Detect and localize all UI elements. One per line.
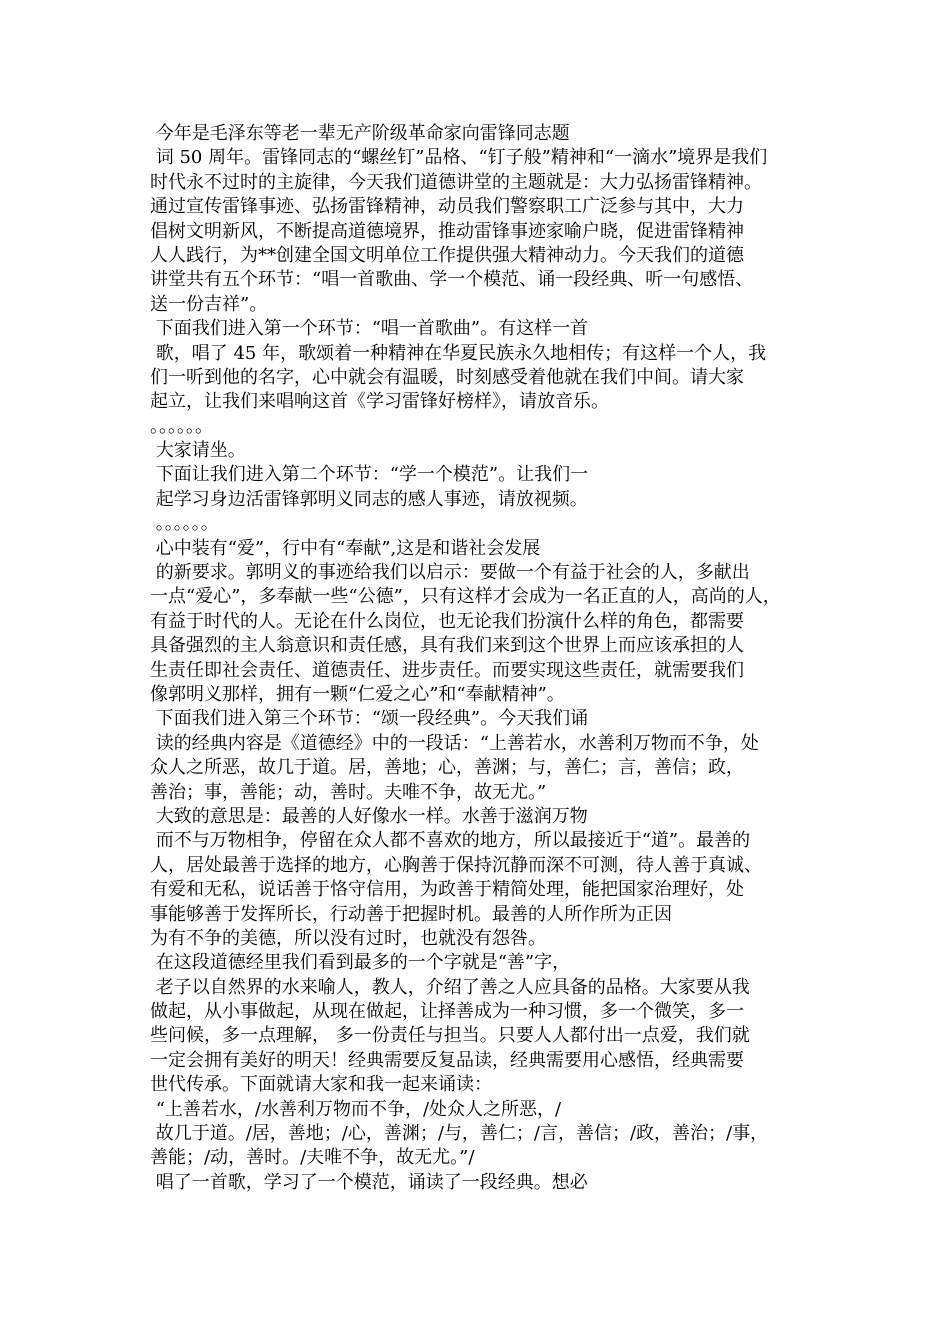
- document-body: [150, 122, 840, 1195]
- text-line: “上善若水，/水善利万物而不争，/处众人之所恶，/: [150, 1098, 562, 1120]
- text-line: 老子以自然界的水来喻人，教人，介绍了善之人应具备的品格。大家要从我: [150, 976, 750, 998]
- text-line: 人人践行，为**创建全国文明单位工作提供强大精神动力。今天我们的道德: [150, 244, 744, 266]
- text-line: 读的经典内容是《道德经》中的一段话：“上善若水，水善利万物而不争，处: [150, 732, 759, 754]
- text-line: 。。。。。。: [150, 415, 213, 437]
- text-line: 通过宣传雷锋事迹、弘扬雷锋精神，动员我们警察职工广泛参与其中，大力: [150, 196, 744, 218]
- text-line: 世代传承。下面就请大家和我一起来诵读：: [150, 1074, 492, 1096]
- text-line: 歌，唱了 45 年，歌颂着一种精神在华夏民族永久地相传；有这样一个人，我: [150, 342, 767, 364]
- text-line: 下面让我们进入第二个环节：“学一个模范”。让我们一: [150, 464, 589, 486]
- text-line: 事能够善于发挥所长，行动善于把握时机。最善的人所作所为正因: [150, 903, 672, 925]
- text-line: 起学习身边活雷锋郭明义同志的感人事迹，请放视频。: [150, 488, 588, 510]
- text-line: 人，居处最善于选择的地方，心胸善于保持沉静而深不可测，待人善于真诚、: [150, 854, 762, 876]
- text-line: 做起，从小事做起，从现在做起，让择善成为一种习惯，多一个微笑，多一: [150, 1001, 744, 1023]
- text-line: 时代永不过时的主旋律，今天我们道德讲堂的主题就是：大力弘扬雷锋精神。: [150, 171, 762, 193]
- text-line: 们一听到他的名字，心中就会有温暖，时刻感受着他就在我们中间。请大家: [150, 366, 744, 388]
- text-line: 心中装有“爱”，行中有“奉献”,这是和谐社会发展: [150, 537, 541, 559]
- text-line: 些问候，多一点理解， 多一份责任与担当。只要人人都付出一点爱，我们就: [150, 1025, 750, 1047]
- text-line: 倡树文明新风，不断提高道德境界，推动雷锋事迹家喻户晓，促进雷锋精神: [150, 220, 744, 242]
- text-line: 具备强烈的主人翁意识和责任感，具有我们来到这个世界上而应该承担的人: [150, 635, 744, 657]
- text-line: 一点“爱心”，多奉献一些“公德”，只有这样才会成为一名正直的人，高尚的人，: [150, 586, 781, 608]
- text-line: 送一份吉祥”。: [150, 293, 268, 315]
- text-line: 的新要求。郭明义的事迹给我们以启示：要做一个有益于社会的人，多献出: [150, 562, 750, 584]
- text-line: 今年是毛泽东等老一辈无产阶级革命家向雷锋同志题: [150, 123, 570, 144]
- text-line: 而不与万物相争，停留在众人都不喜欢的地方，所以最接近于“道”。最善的: [150, 830, 751, 852]
- text-line: 在这段道德经里我们看到最多的一个字就是“善”字，: [150, 952, 571, 974]
- text-line: 唱了一首歌，学习了一个模范，诵读了一段经典。想必: [150, 1171, 588, 1193]
- text-line: 大致的意思是：最善的人好像水一样。水善于滋润万物: [150, 805, 588, 827]
- text-line: 下面我们进入第三个环节：“颂一段经典”。今天我们诵: [150, 708, 589, 730]
- text-line: 善能；/动，善时。/夫唯不争，故无尤。”/: [150, 1147, 475, 1169]
- text-line: 起立，让我们来唱响这首《学习雷锋好榜样》，请放音乐。: [150, 391, 609, 413]
- text-line: 大家请坐。: [150, 440, 246, 462]
- text-line: 有爱和无私，说话善于恪守信用，为政善于精简处理，能把国家治理好，处: [150, 879, 744, 901]
- text-line: 善治；事，善能；动，善时。夫唯不争，故无尤。”: [150, 781, 547, 803]
- text-line: 一定会拥有美好的明天！经典需要反复品读，经典需要用心感悟，经典需要: [150, 1049, 744, 1071]
- text-line: 有益于时代的人。无论在什么岗位，也无论我们扮演什么样的角色，都需要: [150, 610, 744, 632]
- text-line: 。。。。。。: [150, 513, 219, 535]
- text-line: 下面我们进入第一个环节：“唱一首歌曲”。有这样一首: [150, 318, 589, 340]
- text-line: 为有不争的美德，所以没有过时，也就没有怨咎。: [150, 927, 546, 949]
- text-line: 像郭明义那样，拥有一颗“仁爱之心”和“奉献精神”。: [150, 683, 565, 705]
- text-line: 故几于道。/居，善地；/心，善渊；/与，善仁；/言，善信；/政，善治；/事，: [150, 1123, 769, 1145]
- text-line: 词 50 周年。雷锋同志的“螺丝钉”品格、“钉子般”精神和“一滴水”境界是我们: [150, 147, 768, 169]
- text-line: 讲堂共有五个环节：“唱一首歌曲、学一个模范、诵一段经典、听一句感悟、: [150, 269, 754, 291]
- text-line: 众人之所恶，故几于道。居，善地；心，善渊；与，善仁；言，善信；政，: [150, 757, 744, 779]
- text-line: 生责任即社会责任、道德责任、进步责任。而要实现这些责任，就需要我们: [150, 659, 744, 681]
